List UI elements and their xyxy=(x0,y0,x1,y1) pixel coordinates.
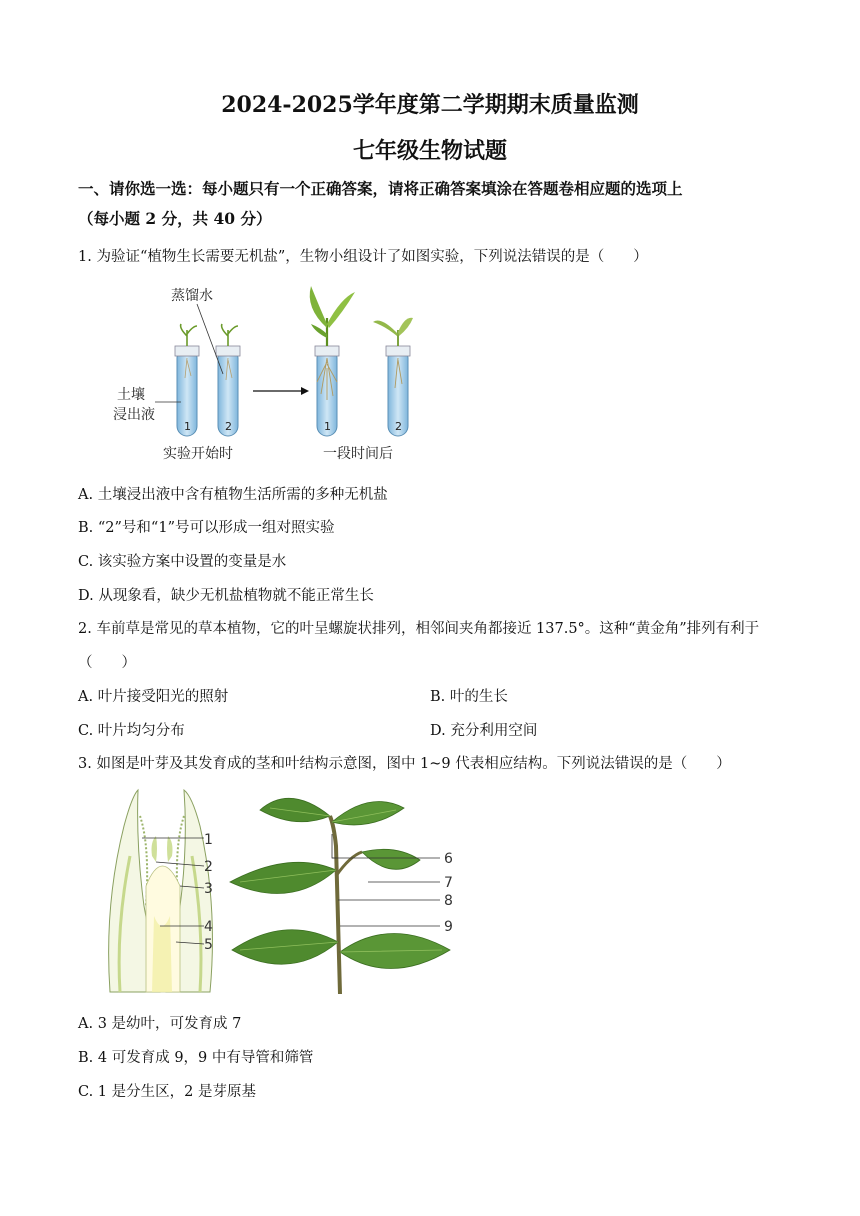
stem-label-9: 9 xyxy=(444,919,453,935)
question-1-figure xyxy=(105,278,425,468)
q2-option-b: B. 叶的生长 xyxy=(430,689,508,705)
q1-option-a: A. 土壤浸出液中含有植物生活所需的多种无机盐 xyxy=(78,487,388,503)
page-subtitle: 七年级生物试题 xyxy=(352,138,507,164)
stem-label-7: 7 xyxy=(444,875,453,891)
stem-label-8: 8 xyxy=(444,893,453,909)
label-soil-1: 土壤 xyxy=(117,387,145,403)
question-2-stem-line1: 2. 车前草是常见的草本植物，它的叶呈螺旋状排列，相邻间夹角都接近 137.5°。这种“黄金角”排列有利于 xyxy=(78,621,760,637)
tube-number-2: 2 xyxy=(225,420,232,433)
caption-start: 实验开始时 xyxy=(163,446,233,462)
arrow-icon xyxy=(301,387,309,395)
tube-2-after xyxy=(373,318,413,436)
question-3-stem: 3. 如图是叶芽及其发育成的茎和叶结构示意图，图中 1~9 代表相应结构。下列说法错误的是（ ） xyxy=(78,756,731,772)
stem-label-6: 6 xyxy=(444,851,453,867)
page-title: 2024-2025学年度第二学期期末质量监测 xyxy=(221,92,639,118)
section-heading-line2: （每小题 2 分，共 40 分） xyxy=(78,209,272,228)
stem-with-leaves xyxy=(230,798,450,994)
tube-1-after xyxy=(310,286,355,436)
q2-option-d: D. 充分利用空间 xyxy=(430,723,538,739)
q1-option-d: D. 从现象看，缺少无机盐植物就不能正常生长 xyxy=(78,588,374,604)
question-2-stem-line2: （ ） xyxy=(78,655,136,671)
caption-after: 一段时间后 xyxy=(323,446,393,462)
leaf-bud-section xyxy=(109,790,213,992)
q3-option-c: C. 1 是分生区，2 是芽原基 xyxy=(78,1084,256,1100)
q1-option-b: B. “2”号和“1”号可以形成一组对照实验 xyxy=(78,520,335,536)
bud-label-1: 1 xyxy=(204,832,213,848)
label-soil-2: 浸出液 xyxy=(113,407,155,423)
tube-number-1-after: 1 xyxy=(324,420,331,433)
tube-number-1: 1 xyxy=(184,420,191,433)
q3-option-a: A. 3 是幼叶，可发育成 7 xyxy=(78,1016,242,1032)
bud-label-2: 2 xyxy=(204,859,213,875)
section-heading-line1: 一、请你选一选：每小题只有一个正确答案，请将正确答案填涂在答题卷相应题的选项上 xyxy=(78,179,683,198)
bud-label-4: 4 xyxy=(204,919,213,935)
tube-number-2-after: 2 xyxy=(395,420,402,433)
q2-option-a: A. 叶片接受阳光的照射 xyxy=(78,689,229,705)
bud-label-3: 3 xyxy=(204,881,213,897)
q1-option-c: C. 该实验方案中设置的变量是水 xyxy=(78,554,287,570)
question-3-figure xyxy=(100,786,470,1000)
question-1-stem: 1. 为验证“植物生长需要无机盐”，生物小组设计了如图实验，下列说法错误的是（ ） xyxy=(78,249,648,265)
bud-label-5: 5 xyxy=(204,937,213,953)
label-distilled-water: 蒸馏水 xyxy=(171,288,213,304)
q2-option-c: C. 叶片均匀分布 xyxy=(78,723,185,739)
q3-option-b: B. 4 可发育成 9，9 中有导管和筛管 xyxy=(78,1050,314,1066)
